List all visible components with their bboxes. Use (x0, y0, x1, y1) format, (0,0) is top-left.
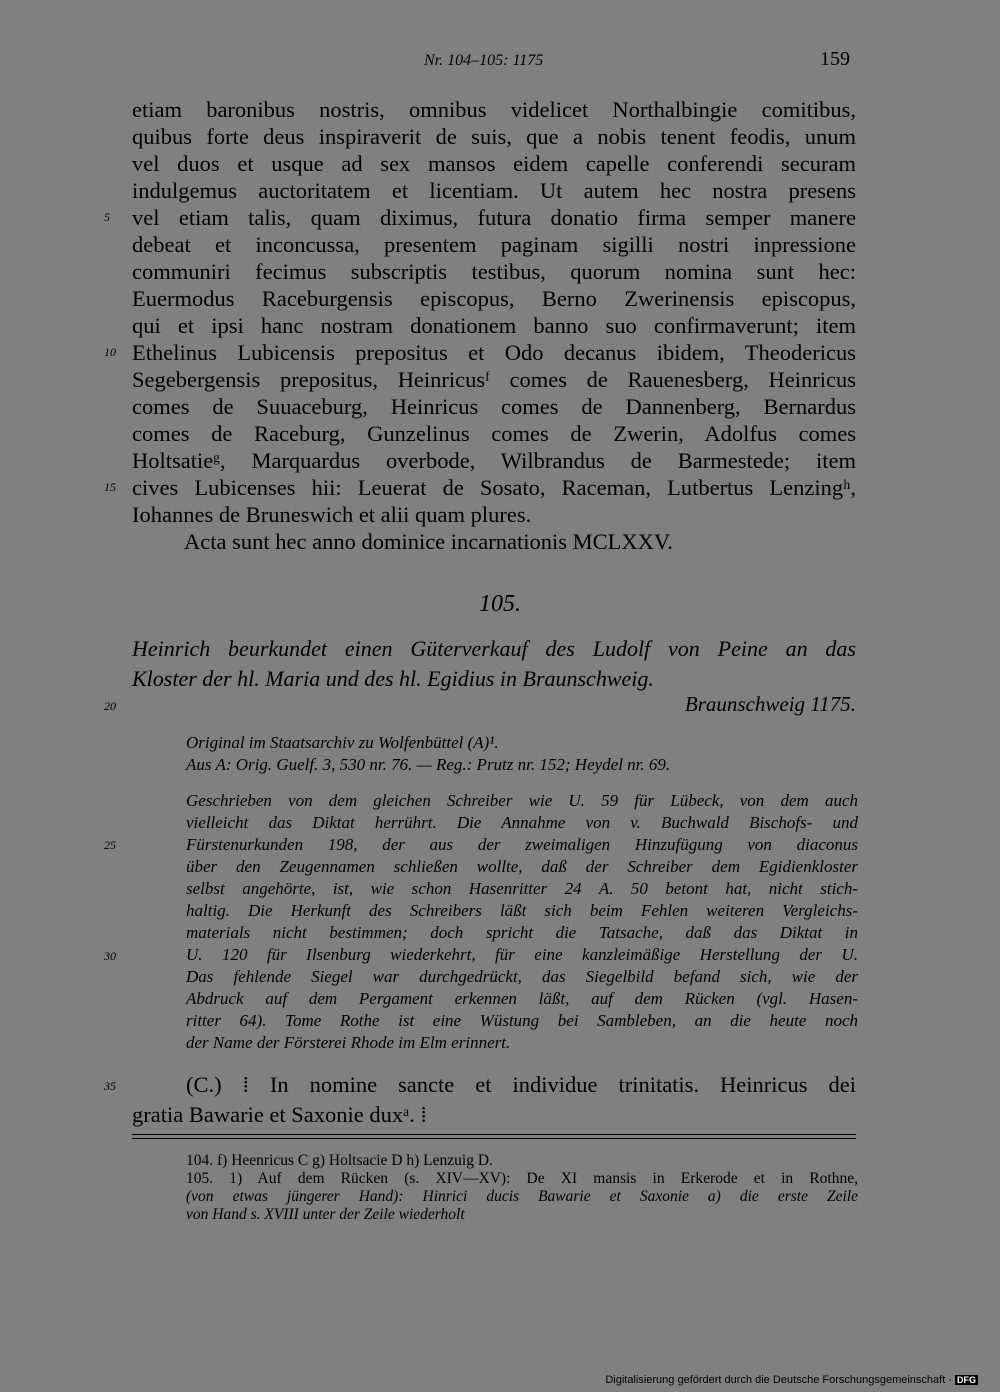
text-line: vel duos et usque ad sex mansos eidem capelle conferendi securam (132, 151, 856, 176)
charter-104-continuation (132, 96, 856, 555)
commentary-line: vielleicht das Diktat herrührt. Die Annahme von v. Buchwald Bischofs- und (186, 813, 858, 832)
footnote-line: 104. f) Heenricus C g) Holtsacie D h) Lenzuig D. (186, 1152, 493, 1169)
digitization-credit (605, 1374, 978, 1386)
text-line: (C.) ⁞ In nomine sancte et individue trinitatis. Heinricus dei (186, 1072, 856, 1097)
text-line: gratia Bawarie et Saxonie duxᵃ. ⁞ (132, 1102, 427, 1127)
tradition-line: Aus A: Orig. Guelf. 3, 530 nr. 76. — Reg.: Prutz nr. 152; Heydel nr. 69. (186, 755, 671, 774)
commentary-line: haltig. Die Herkunft des Schreibers läßt sich beim Fehlen weiteren Vergleichs- (186, 901, 858, 920)
footnote-divider (132, 1134, 856, 1135)
line-number: 15 (104, 480, 116, 494)
text-line: etiam baronibus nostris, omnibus videlicet Northalbingie comitibus, (132, 97, 856, 122)
commentary-line: Fürstenurkunden 198, der aus der zweimaligen Hinzufügung von diaconus (186, 835, 858, 854)
commentary-line: selbst angehörte, ist, wie schon Hasenritter 24 A. 50 betont hat, nicht stich- (186, 879, 858, 898)
tradition-note (186, 732, 858, 776)
footnotes (186, 1152, 858, 1224)
line-number: 20 (104, 699, 116, 713)
charter-105-text (132, 1070, 856, 1130)
acta-line: Acta sunt hec anno dominice incarnationis MCLXXV. (184, 529, 673, 554)
line-number: 30 (104, 949, 116, 963)
text-line: indulgemus auctoritatem et licentiam. Ut autem hec nostra presens (132, 178, 856, 203)
text-line: Euermodus Raceburgensis episcopus, Berno Zwerinensis episcopus, (132, 286, 856, 311)
commentary-line: Das fehlende Siegel war durchgedrückt, das Siegelbild befand sich, wie der (186, 967, 858, 986)
tradition-line: Original im Staatsarchiv zu Wolfenbüttel (A)¹. (186, 733, 499, 752)
regest-line: Heinrich beurkundet einen Güterverkauf des Ludolf von Peine an das (132, 636, 856, 661)
commentary-line: U. 120 für Ilsenburg wiederkehrt, für eine kanzleimäßige Herstellung der U. (186, 945, 858, 964)
text-line: vel etiam talis, quam diximus, futura donatio firma semper manere (132, 205, 856, 230)
commentary-line: ritter 64). Tome Rothe ist eine Wüstung bei Sambleben, an die heute noch (186, 1011, 858, 1030)
text-line: debeat et inconcussa, presentem paginam sigilli nostri inpressione (132, 232, 856, 257)
footnote-line: 105. 1) Auf dem Rücken (s. XIV—XV): De XI mansis in Erkerode et in Rothne, (186, 1170, 858, 1187)
line-number: 35 (104, 1079, 116, 1093)
text-line: quibus forte deus inspiraverit de suis, que a nobis tenent feodis, unum (132, 124, 856, 149)
header-document-range: Nr. 104–105: 1175 (424, 52, 544, 69)
text-line: Iohannes de Bruneswich et alii quam plures. (132, 502, 532, 527)
commentary-line: Abdruck auf dem Pergament erkennen läßt, auf dem Rücken (vgl. Hasen- (186, 989, 858, 1008)
running-header (0, 48, 1000, 78)
text-line: communiri fecimus subscriptis testibus, quorum nomina sunt hec: (132, 259, 856, 284)
text-line: qui et ipsi hanc nostram donationem banno suo confirmaverunt; item (132, 313, 856, 338)
line-number: 25 (104, 838, 116, 852)
page-number: 159 (820, 48, 850, 70)
commentary-line: über den Zeugennamen schließen wollte, daß der Schreiber dem Egidienkloster (186, 857, 858, 876)
text-line: cives Lubicenses hii: Leuerat de Sosato, Raceman, Lutbertus Lenzingʰ, (132, 475, 856, 500)
text-line: comes de Raceburg, Gunzelinus comes de Zwerin, Adolfus comes (132, 421, 856, 446)
footnote-divider (132, 1138, 856, 1139)
line-number: 5 (104, 210, 110, 224)
document-number: 105. (479, 591, 521, 617)
commentary-line: materials nicht bestimmen; doch spricht die Tatsache, daß das Diktat in (186, 923, 858, 942)
text-line: comes de Suuaceburg, Heinricus comes de Dannenberg, Bernardus (132, 394, 856, 419)
commentary-line: der Name der Försterei Rhode im Elm erinnert. (186, 1033, 511, 1052)
footnote-line: (von etwas jüngerer Hand): Hinrici ducis Bawarie et Saxonie a) die erste Zeile (186, 1188, 858, 1205)
regest-line: Kloster der hl. Maria und des hl. Egidius in Braunschweig. (132, 666, 654, 691)
text-line: Holtsatieᵍ, Marquardus overbode, Wilbrandus de Barmestede; item (132, 448, 856, 473)
line-number: 10 (104, 345, 116, 359)
footnote-line: von Hand s. XVIII unter der Zeile wiederholt (186, 1206, 465, 1223)
commentary-line: Geschrieben von dem gleichen Schreiber wie U. 59 für Lübeck, von dem auch (186, 791, 858, 810)
dfg-logo: DFG (957, 1375, 976, 1385)
commentary (186, 790, 858, 1054)
credit-text: Digitalisierung gefördert durch die Deutsche Forschungsgemeinschaft · (605, 1374, 952, 1386)
regest (132, 634, 856, 694)
text-line: Ethelinus Lubicensis prepositus et Odo decanus ibidem, Theodericus (132, 340, 856, 365)
text-line: Segebergensis prepositus, Heinricusᶠ comes de Rauenesberg, Heinricus (132, 367, 856, 392)
place-date: Braunschweig 1175. (684, 692, 856, 716)
